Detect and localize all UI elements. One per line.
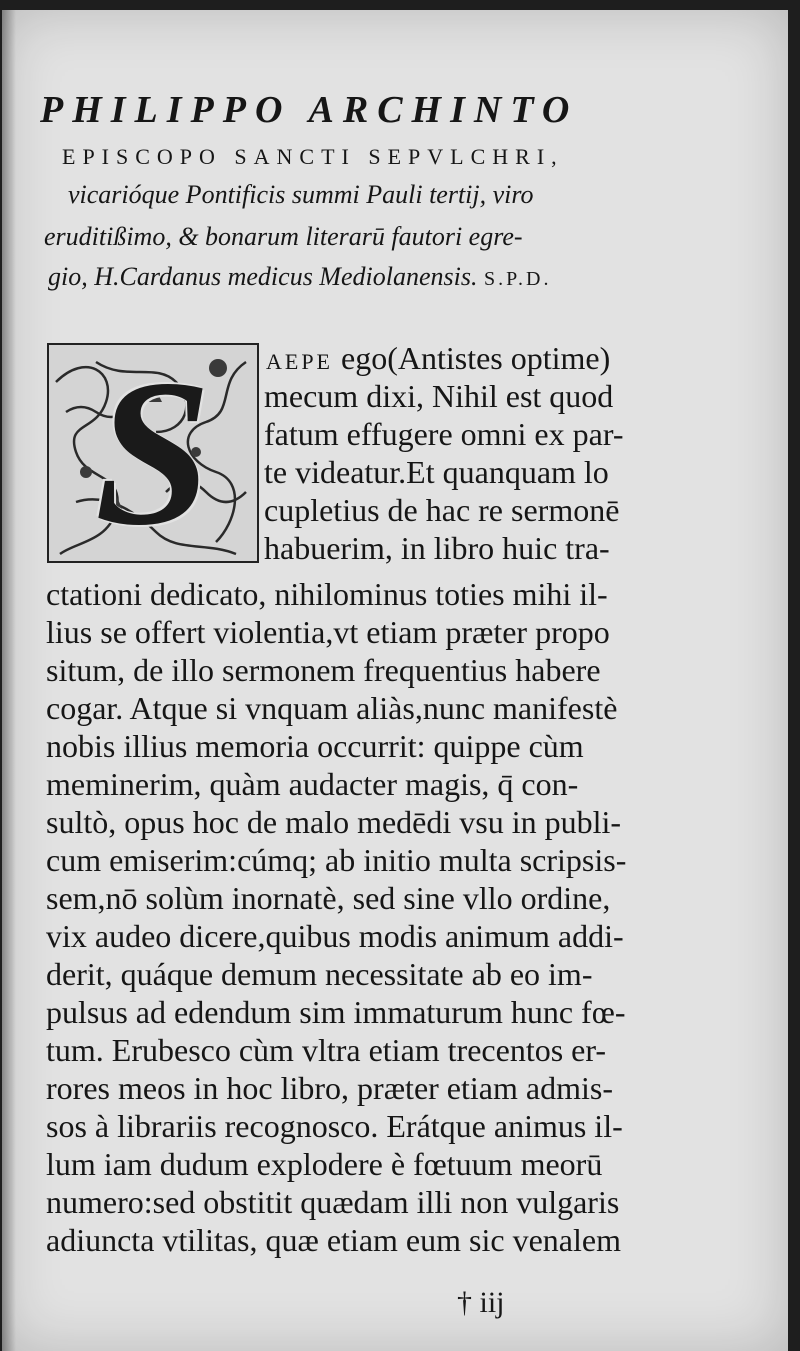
text-line: lum iam dudum explodere è fœtuum meorū bbox=[46, 1146, 603, 1182]
text-line: nobis illius memoria occurrit: quippe cùm bbox=[46, 728, 584, 764]
dedication-line-5-text: gio, H.Cardanus medicus Mediolanensis. bbox=[48, 262, 478, 291]
text-line: meminerim, quàm audacter magis, q̄ con- bbox=[46, 766, 579, 802]
text-line: fatum effugere omni ex par- bbox=[264, 416, 624, 452]
text-line: sos à librariis recognosco. Erátque animus il- bbox=[46, 1108, 623, 1144]
text-line: rores meos in hoc libro, præter etiam admis- bbox=[46, 1070, 613, 1106]
salutation-abbrev: S.P.D. bbox=[483, 268, 552, 290]
text-line: pulsus ad edendum sim immaturum hunc fœ- bbox=[46, 994, 626, 1030]
dedication-line-4: eruditißimo, & bonarum literarū fautori egre- bbox=[44, 222, 523, 251]
dedication-line-1: PHILIPPO ARCHINTO bbox=[40, 89, 579, 131]
text-line-content: ego(Antistes optime) bbox=[341, 340, 611, 376]
text-line: situm, de illo sermonem frequentius habere bbox=[46, 652, 601, 688]
text-line: habuerim, in libro huic tra- bbox=[264, 530, 610, 566]
book-page bbox=[2, 10, 788, 1351]
text-line: sultò, opus hoc de malo medēdi vsu in publi- bbox=[46, 804, 622, 840]
text-line: cum emiserim:cúmq; ab initio multa scripsis- bbox=[46, 842, 627, 878]
text-line: cogar. Atque si vnquam aliàs,nunc manifestè bbox=[46, 690, 618, 726]
text-line: cupletius de hac re sermonē bbox=[264, 492, 620, 528]
text-line: tum. Erubesco cùm vltra etiam trecentos er- bbox=[46, 1032, 607, 1068]
body-text bbox=[2, 10, 788, 1351]
dedication-line-3: vicarióque Pontificis summi Pauli tertij, viro bbox=[68, 180, 534, 209]
text-line bbox=[266, 340, 610, 380]
text-line: sem,nō solùm inornatè, sed sine vllo ordine, bbox=[46, 880, 611, 916]
text-line: numero:sed obstitit quædam illi non vulgaris bbox=[46, 1184, 620, 1220]
text-line: ctationi dedicato, nihilominus toties mihi il- bbox=[46, 576, 608, 612]
text-line: te videatur.Et quanquam lo bbox=[264, 454, 609, 490]
first-word-capitals: AEPE bbox=[266, 349, 333, 374]
initial-letter: S bbox=[94, 337, 212, 569]
signature-mark: † iij bbox=[457, 1286, 505, 1319]
text-line: lius se offert violentia,vt etiam præter propo bbox=[46, 614, 610, 650]
text-line: derit, quáque demum necessitate ab eo im- bbox=[46, 956, 593, 992]
dedication-line-2: EPISCOPO SANCTI SEPVLCHRI, bbox=[62, 144, 564, 169]
text-line: adiuncta vtilitas, quæ etiam eum sic venalem bbox=[46, 1222, 621, 1258]
text-line: mecum dixi, Nihil est quod bbox=[264, 378, 614, 414]
text-line: vix audeo dicere,quibus modis animum addi- bbox=[46, 918, 624, 954]
